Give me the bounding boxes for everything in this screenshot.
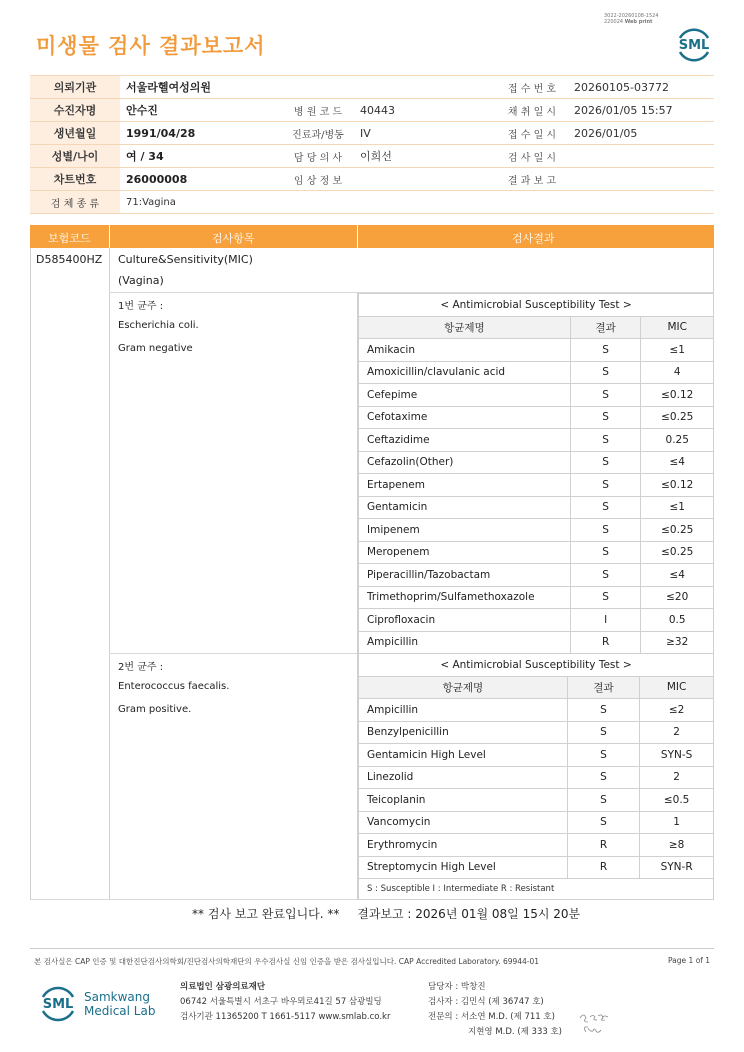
completion-text: ** 검사 보고 완료입니다. ** (192, 907, 340, 921)
ast-mic: ≤1 (641, 496, 714, 519)
org2-title: 2번 균주 : (118, 662, 164, 673)
ast-result: S (570, 406, 641, 429)
ast-row (359, 451, 714, 474)
report-value (568, 168, 714, 191)
ast-mic: 0.25 (641, 429, 714, 452)
ast-result: S (570, 586, 641, 609)
birth-label: 생년월일 (30, 122, 120, 145)
sex-age-value: 여 / 34 (120, 145, 282, 168)
page-number: Page 1 of 1 (668, 956, 711, 965)
org2-name: Enterococcus faecalis. (118, 681, 230, 692)
results-header (30, 225, 714, 248)
ast-row (359, 541, 714, 564)
signature-image (578, 1008, 614, 1038)
ast-result: S (567, 699, 639, 722)
ast-mic: 2 (640, 766, 714, 789)
ast-drug: Meropenem (359, 541, 571, 564)
ast-mic: ≤0.25 (641, 406, 714, 429)
col-drug: 항균제명 (359, 676, 568, 699)
report-label: 결 과 보 고 (496, 168, 568, 191)
specialist1-name: 서소연 M.D. (제 711 호) (460, 1012, 555, 1022)
test-item-line1: Culture&Sensitivity(MIC) (118, 253, 253, 266)
webprint-code: 220024 (604, 19, 624, 25)
ast-drug: Vancomycin (359, 811, 568, 834)
frame-right (713, 248, 714, 293)
ast-table-org2 (358, 653, 714, 879)
ast-row (359, 474, 714, 497)
ast-caption: < Antimicrobial Susceptibility Test > (359, 294, 714, 317)
ast-drug: Cefazolin(Other) (359, 451, 571, 474)
institution-value: 서울라헬여성의원 (120, 76, 496, 99)
webprint-label: Web print (624, 19, 653, 25)
patient-info-table (30, 75, 714, 214)
ast-mic: 0.5 (641, 609, 714, 632)
footer-divider (30, 948, 714, 949)
ast-row (359, 631, 714, 654)
ast-drug: Benzylpenicillin (359, 721, 568, 744)
col-insurance-code: 보험코드 (48, 232, 91, 245)
ast-row (359, 811, 714, 834)
ast-result: S (570, 474, 641, 497)
col-test-result: 검사결과 (512, 232, 555, 245)
ast-mic: ≤4 (641, 564, 714, 587)
ast-drug: Amikacin (359, 339, 571, 362)
birth-value: 1991/04/28 (120, 122, 282, 145)
org-divider-line (109, 653, 358, 654)
reception-no-label: 접 수 번 호 (496, 76, 568, 99)
accreditation-note: 본 검사실은 CAP 인증 및 대한진단검사의학회/진단검사의학재단의 우수검사실 신임 인증을 받은 검사실입니다. CAP Accredited Laboratory. 69944-01 (34, 957, 540, 966)
ast-mic: ≤0.25 (641, 541, 714, 564)
ast-row (359, 406, 714, 429)
clinical-label: 임 상 정 보 (282, 168, 354, 191)
ast-result: S (570, 564, 641, 587)
col-drug: 항균제명 (359, 316, 571, 339)
ast-row (359, 721, 714, 744)
header-divider (357, 225, 358, 248)
col-result: 결과 (567, 676, 639, 699)
footer-address-block (180, 980, 390, 1025)
examiner-label: 검사자 : (428, 997, 459, 1007)
report-time: 결과보고 : 2026년 01월 08일 15시 20분 (357, 907, 581, 921)
ast-mic: ≥32 (641, 631, 714, 654)
ast-mic: ≤0.12 (641, 384, 714, 407)
ast-result: S (570, 451, 641, 474)
ast-table-org1 (358, 293, 714, 654)
ast-result: S (567, 789, 639, 812)
brand-line2: Medical Lab (84, 1004, 156, 1018)
report-title: 미생물 검사 결과보고서 (36, 34, 266, 58)
ast-row (359, 519, 714, 542)
ast-mic: ≤20 (641, 586, 714, 609)
ast-drug: Amoxicillin/clavulanic acid (359, 361, 571, 384)
test-item-line2: (Vagina) (118, 274, 164, 287)
dept-value: IV (354, 122, 496, 145)
ast-row (359, 699, 714, 722)
examiner-name: 김민식 (제 36747 호) (460, 997, 544, 1007)
ast-result: R (570, 631, 641, 654)
ast-drug: Ceftazidime (359, 429, 571, 452)
ast-drug: Linezolid (359, 766, 568, 789)
ast-result: S (570, 519, 641, 542)
col-mic: MIC (641, 316, 714, 339)
specialist-label: 전문의 : (428, 1012, 459, 1022)
ast-drug: Ampicillin (359, 631, 571, 654)
footer-staff-block (428, 980, 562, 1040)
dept-label: 진료과/병동 (282, 122, 354, 145)
ast-row (359, 429, 714, 452)
ast-legend: S : Susceptible I : Intermediate R : Resistant (358, 878, 714, 900)
insurance-code: D585400HZ (36, 253, 103, 266)
footer-brand (84, 990, 155, 1018)
ast-drug: Trimethoprim/Sulfamethoxazole (359, 586, 571, 609)
frame-bottom-left (30, 899, 110, 900)
ast-mic: ≤0.5 (640, 789, 714, 812)
ast-mic: ≤4 (641, 451, 714, 474)
org2-gram: Gram positive. (118, 704, 192, 715)
ast-drug: Ampicillin (359, 699, 568, 722)
ast-mic: SYN-S (640, 744, 714, 767)
ast-result: S (570, 429, 641, 452)
patient-label: 수진자명 (30, 99, 120, 122)
ast-result: I (570, 609, 641, 632)
ast-row (359, 609, 714, 632)
ast-mic: ≥8 (640, 834, 714, 857)
ast-row (359, 834, 714, 857)
ast-mic: ≤1 (641, 339, 714, 362)
ast-drug: Streptomycin High Level (359, 856, 568, 879)
ast-drug: Ertapenem (359, 474, 571, 497)
hospital-code-label: 병 원 코 드 (282, 99, 354, 122)
ast-mic: 2 (640, 721, 714, 744)
ast-result: S (567, 811, 639, 834)
sex-age-label: 성별/나이 (30, 145, 120, 168)
frame-bottom-mid (109, 899, 358, 900)
brand-line1: Samkwang (84, 990, 150, 1004)
ast-result: S (570, 361, 641, 384)
ast-result: S (570, 496, 641, 519)
sml-footer-logo-text: SML (42, 997, 74, 1012)
patient-value: 안수진 (120, 99, 282, 122)
ast-mic: SYN-R (640, 856, 714, 879)
header-divider-2 (109, 225, 110, 248)
ast-row (359, 744, 714, 767)
org1-name: Escherichia coli. (118, 320, 199, 331)
clinical-value (354, 168, 496, 191)
ast-row (359, 789, 714, 812)
chart-value: 26000008 (120, 168, 282, 191)
frame-left (30, 248, 31, 900)
ast-drug: Piperacillin/Tazobactam (359, 564, 571, 587)
ast-result: S (570, 339, 641, 362)
ast-row (359, 766, 714, 789)
col-test-item: 검사항목 (212, 232, 255, 245)
manager-label: 담당자 : (428, 982, 459, 992)
hospital-code-value: 40443 (354, 99, 496, 122)
ast-row (359, 586, 714, 609)
ast-mic: 4 (641, 361, 714, 384)
footer-contact: 검사기관 11365200 T 1661-5117 www.smlab.co.kr (180, 1012, 391, 1022)
ast-row (359, 496, 714, 519)
ast-result: S (567, 721, 639, 744)
collect-date-value: 2026/01/05 15:57 (568, 99, 714, 122)
sml-footer-logo (38, 983, 78, 1023)
foundation-name: 의료법인 삼광의료재단 (180, 982, 266, 992)
doctor-label: 담 당 의 사 (282, 145, 354, 168)
ast-drug: Imipenem (359, 519, 571, 542)
ast-mic: 1 (640, 811, 714, 834)
webprint-stamp (604, 13, 659, 25)
test-date-value (568, 145, 714, 168)
ast-row (359, 339, 714, 362)
webprint-id: 3022-20260108-1524 (604, 13, 659, 19)
col-result: 결과 (570, 316, 641, 339)
ast-result: S (570, 384, 641, 407)
sml-logo (674, 24, 714, 64)
org1-title: 1번 균주 : (118, 301, 164, 312)
ast-drug: Erythromycin (359, 834, 568, 857)
ast-result: S (570, 541, 641, 564)
ast-row (359, 856, 714, 879)
doctor-value: 이희선 (354, 145, 496, 168)
ast-row (359, 361, 714, 384)
receive-date-value: 2026/01/05 (568, 122, 714, 145)
ast-mic: ≤0.12 (641, 474, 714, 497)
institution-label: 의뢰기관 (30, 76, 120, 99)
ast-mic: ≤0.25 (641, 519, 714, 542)
completion-line (192, 905, 580, 922)
reception-no-value: 20260105-03772 (568, 76, 714, 99)
specimen-value: 71:Vagina (120, 191, 714, 214)
frame-code-divider (109, 248, 110, 900)
ast-caption: < Antimicrobial Susceptibility Test > (359, 654, 714, 677)
test-date-label: 검 사 일 시 (496, 145, 568, 168)
ast-result: R (567, 856, 639, 879)
ast-drug: Gentamicin (359, 496, 571, 519)
ast-drug: Gentamicin High Level (359, 744, 568, 767)
ast-result: S (567, 766, 639, 789)
specialist2-name: 지현영 M.D. (제 333 호) (468, 1027, 563, 1037)
chart-label: 차트번호 (30, 168, 120, 191)
ast-drug: Teicoplanin (359, 789, 568, 812)
ast-drug: Ciprofloxacin (359, 609, 571, 632)
specimen-label: 검 체 종 류 (30, 191, 120, 214)
org1-gram: Gram negative (118, 343, 193, 354)
ast-mic: ≤2 (640, 699, 714, 722)
col-mic: MIC (640, 676, 714, 699)
receive-date-label: 접 수 일 시 (496, 122, 568, 145)
ast-drug: Cefotaxime (359, 406, 571, 429)
footer-address: 06742 서울특별시 서초구 바우뫼로41길 57 삼광빌딩 (180, 997, 382, 1007)
manager-name: 박창진 (460, 982, 486, 992)
ast-row (359, 384, 714, 407)
collect-date-label: 채 취 일 시 (496, 99, 568, 122)
ast-result: R (567, 834, 639, 857)
sml-logo-text: SML (678, 38, 710, 53)
ast-drug: Cefepime (359, 384, 571, 407)
ast-result: S (567, 744, 639, 767)
ast-row (359, 564, 714, 587)
